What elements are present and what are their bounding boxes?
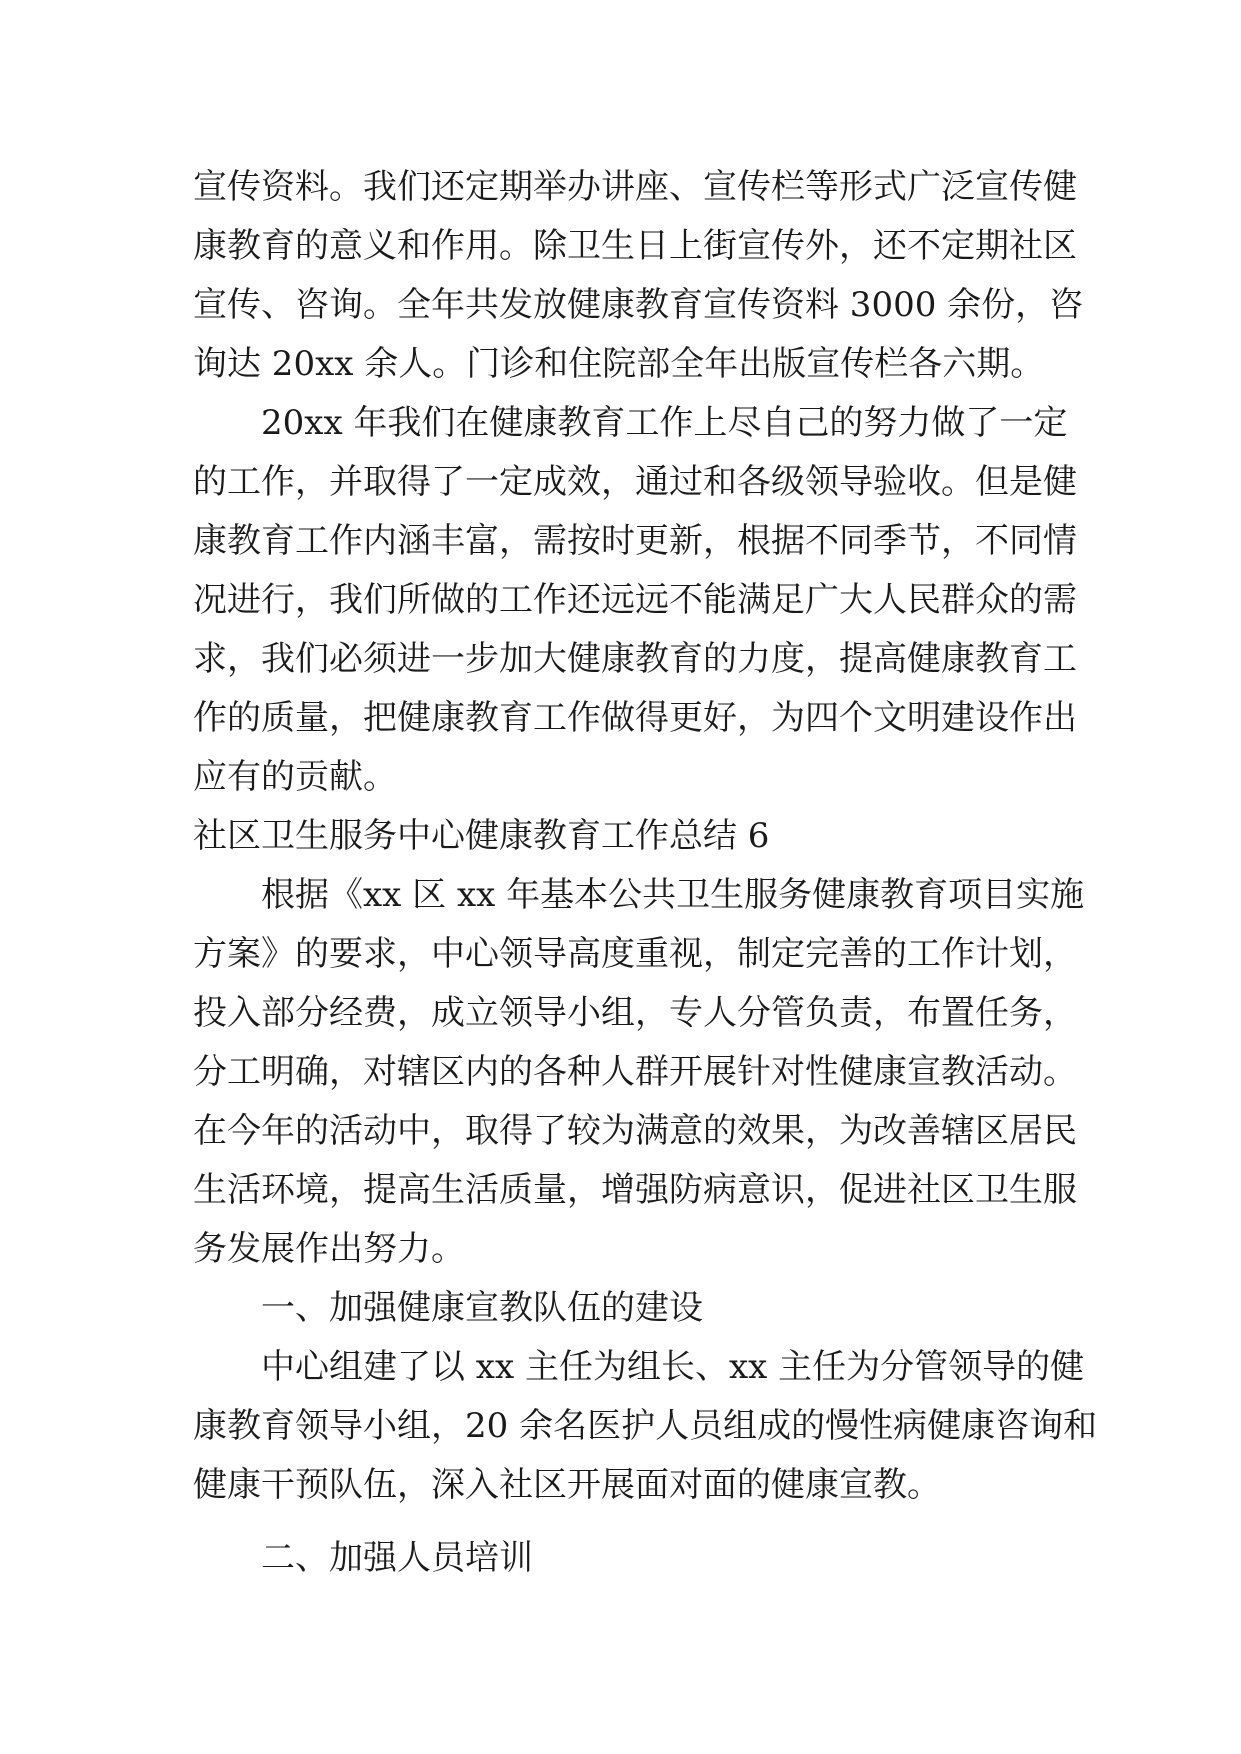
text-line: 康教育的意义和作用。除卫生日上街宣传外，还不定期社区 [193,226,1077,266]
text-line: 根据《xx 区 xx 年基本公共卫生服务健康教育项目实施 [261,875,1085,915]
text-line: 作的质量，把健康教育工作做得更好，为四个文明建设作出 [193,698,1077,738]
text-line: 务发展作出努力。 [193,1229,465,1269]
text-line: 方案》的要求，中心领导高度重视，制定完善的工作计划， [193,934,1077,974]
text-line: 宣传资料。我们还定期举办讲座、宣传栏等形式广泛宣传健 [193,167,1077,207]
text-line: 生活环境，提高生活质量，增强防病意识，促进社区卫生服 [193,1170,1077,1210]
text-line: 宣传、咨询。全年共发放健康教育宣传资料 3000 余份，咨 [193,285,1084,325]
subheading: 一、加强健康宣教队伍的建设 [261,1288,703,1328]
text-line: 的工作，并取得了一定成效，通过和各级领导验收。但是健 [193,462,1077,502]
section-title: 社区卫生服务中心健康教育工作总结 6 [193,816,770,856]
paragraph-1 [193,158,1084,394]
subheading: 二、加强人员培训 [261,1538,533,1578]
text-line: 健康干预队伍，深入社区开展面对面的健康宣教。 [193,1465,941,1505]
text-line: 中心组建了以 xx 主任为组长、xx 主任为分管领导的健 [261,1347,1085,1387]
text-line: 投入部分经费，成立领导小组，专人分管负责，布置任务， [193,993,1077,1033]
text-line: 康教育领导小组，20 余名医护人员组成的慢性病健康咨询和 [193,1406,1098,1446]
spacer [193,1515,1055,1529]
text-line: 分工明确，对辖区内的各种人群开展针对性健康宣教活动。 [193,1052,1077,1092]
text-line: 在今年的活动中，取得了较为满意的效果，为改善辖区居民 [193,1111,1077,1151]
text-line: 20xx 年我们在健康教育工作上尽自己的努力做了一定 [261,403,1068,443]
paragraph-3 [193,866,1085,1279]
text-line: 求，我们必须进一步加大健康教育的力度，提高健康教育工 [193,639,1077,679]
paragraph-2 [193,394,1077,807]
paragraph-4 [193,1338,1098,1515]
document-page [193,158,1098,1588]
text-line: 询达 20xx 余人。门诊和住院部全年出版宣传栏各六期。 [193,344,1045,384]
text-line: 况进行，我们所做的工作还远远不能满足广大人民群众的需 [193,580,1077,620]
text-line: 应有的贡献。 [193,757,397,797]
text-line: 康教育工作内涵丰富，需按时更新，根据不同季节，不同情 [193,521,1077,561]
